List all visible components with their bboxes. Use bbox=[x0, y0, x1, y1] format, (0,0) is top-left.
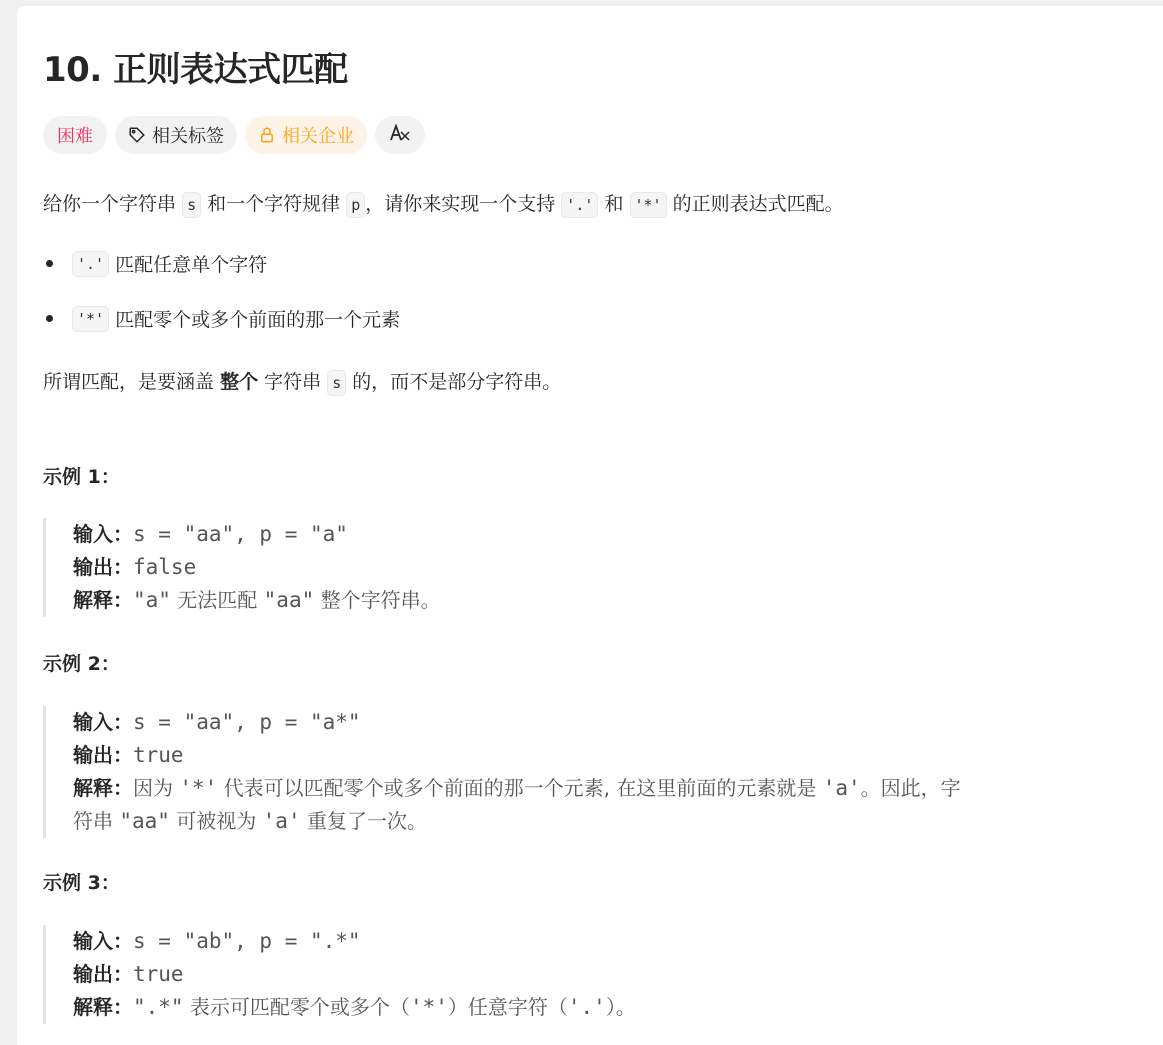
example-2-block bbox=[43, 706, 1143, 838]
explain-code: '.' bbox=[567, 995, 606, 1019]
inline-code: '.' bbox=[72, 251, 109, 277]
explain-text: 可被视为 bbox=[169, 809, 263, 833]
explain-code: 'a' bbox=[262, 809, 301, 833]
example-explanation bbox=[73, 991, 1143, 1024]
description-paragraph-1 bbox=[43, 188, 844, 221]
input-label: 输入： bbox=[73, 929, 133, 953]
explain-code: ".*" bbox=[133, 995, 184, 1019]
tag-icon bbox=[128, 126, 146, 144]
desc-text: 和 bbox=[604, 193, 624, 215]
example-input bbox=[73, 706, 1143, 739]
list-item-text: 匹配零个或多个前面的那一个元素 bbox=[115, 309, 401, 331]
example-2-title: 示例 2： bbox=[43, 653, 120, 675]
explain-code: '*' bbox=[179, 776, 218, 800]
inline-code-s: s bbox=[182, 192, 201, 218]
explain-code: '*' bbox=[409, 995, 448, 1019]
explain-text: 。因此，字 bbox=[860, 776, 961, 800]
example-output bbox=[73, 958, 1143, 991]
output-value: true bbox=[133, 962, 184, 986]
desc-text: 字符串 bbox=[264, 371, 322, 393]
example-explanation bbox=[73, 584, 1143, 617]
explain-code: "aa" bbox=[263, 588, 315, 612]
example-explanation bbox=[73, 772, 1143, 805]
lock-icon bbox=[258, 126, 276, 144]
problem-panel bbox=[17, 6, 1163, 1045]
bullet-dot bbox=[46, 260, 53, 267]
desc-text: ，请你来实现一个支持 bbox=[365, 193, 556, 215]
difficulty-badge[interactable]: 困难 bbox=[43, 116, 107, 154]
explain-text: 整个字符串。 bbox=[314, 588, 441, 612]
description-paragraph-2 bbox=[43, 366, 561, 399]
problem-title: 10. 正则表达式匹配 bbox=[43, 50, 348, 90]
example-output bbox=[73, 551, 1143, 584]
input-value: s = "ab", p = ".*" bbox=[133, 929, 361, 953]
inline-code: '*' bbox=[72, 306, 109, 332]
desc-bold-text: 整个 bbox=[220, 371, 259, 393]
tag-row bbox=[43, 116, 425, 154]
inline-code-s: s bbox=[327, 370, 346, 396]
explain-text: 表示可匹配零个或多个（ bbox=[183, 995, 410, 1019]
desc-text: 所谓匹配，是要涵盖 bbox=[43, 371, 215, 393]
explain-text: 因为 bbox=[133, 776, 180, 800]
explain-text: 符串 bbox=[73, 809, 120, 833]
related-companies-label: 相关企业 bbox=[282, 126, 354, 147]
inline-code-star: '*' bbox=[630, 192, 667, 218]
output-label: 输出： bbox=[73, 962, 133, 986]
example-3-title: 示例 3： bbox=[43, 872, 120, 894]
output-label: 输出： bbox=[73, 555, 133, 579]
explain-code: "aa" bbox=[119, 809, 170, 833]
related-tags-button[interactable] bbox=[115, 116, 237, 154]
translate-icon bbox=[389, 123, 411, 148]
inline-code-dot: '.' bbox=[561, 192, 598, 218]
desc-text: 的，而不是部分字符串。 bbox=[352, 371, 562, 393]
input-label: 输入： bbox=[73, 710, 133, 734]
inline-code-p: p bbox=[346, 192, 365, 218]
output-value: false bbox=[133, 555, 197, 579]
explain-text: 代表可以匹配零个或多个前面的那一个元素, 在这里前面的元素就是 bbox=[217, 776, 823, 800]
explain-text: ）任意字符（ bbox=[447, 995, 568, 1019]
example-1-block bbox=[43, 518, 1143, 617]
desc-text: 的正则表达式匹配。 bbox=[672, 193, 844, 215]
desc-text: 和一个字符规律 bbox=[207, 193, 341, 215]
explain-text: 重复了一次。 bbox=[300, 809, 427, 833]
related-tags-label: 相关标签 bbox=[152, 126, 224, 147]
example-output bbox=[73, 739, 1143, 772]
list-item-text: 匹配任意单个字符 bbox=[115, 254, 268, 276]
example-input bbox=[73, 518, 1143, 551]
translate-button[interactable] bbox=[375, 116, 425, 154]
bullet-dot bbox=[46, 315, 53, 322]
output-value: true bbox=[133, 743, 184, 767]
list-item bbox=[43, 305, 400, 332]
explain-code: "a" bbox=[133, 588, 171, 612]
explain-text: ）。 bbox=[605, 995, 636, 1019]
input-label: 输入： bbox=[73, 522, 133, 546]
example-1-title: 示例 1： bbox=[43, 466, 120, 488]
output-label: 输出： bbox=[73, 743, 133, 767]
list-item bbox=[43, 250, 267, 277]
explain-code: 'a' bbox=[822, 776, 861, 800]
example-explanation-continued bbox=[73, 805, 1143, 838]
explain-label: 解释： bbox=[73, 588, 133, 612]
explain-label: 解释： bbox=[73, 776, 133, 800]
example-input bbox=[73, 925, 1143, 958]
input-value: s = "aa", p = "a" bbox=[133, 522, 348, 546]
example-3-block bbox=[43, 925, 1143, 1024]
related-companies-button[interactable] bbox=[245, 116, 367, 154]
explain-text: 无法匹配 bbox=[170, 588, 264, 612]
input-value: s = "aa", p = "a*" bbox=[133, 710, 361, 734]
desc-text: 给你一个字符串 bbox=[43, 193, 177, 215]
explain-label: 解释： bbox=[73, 995, 133, 1019]
